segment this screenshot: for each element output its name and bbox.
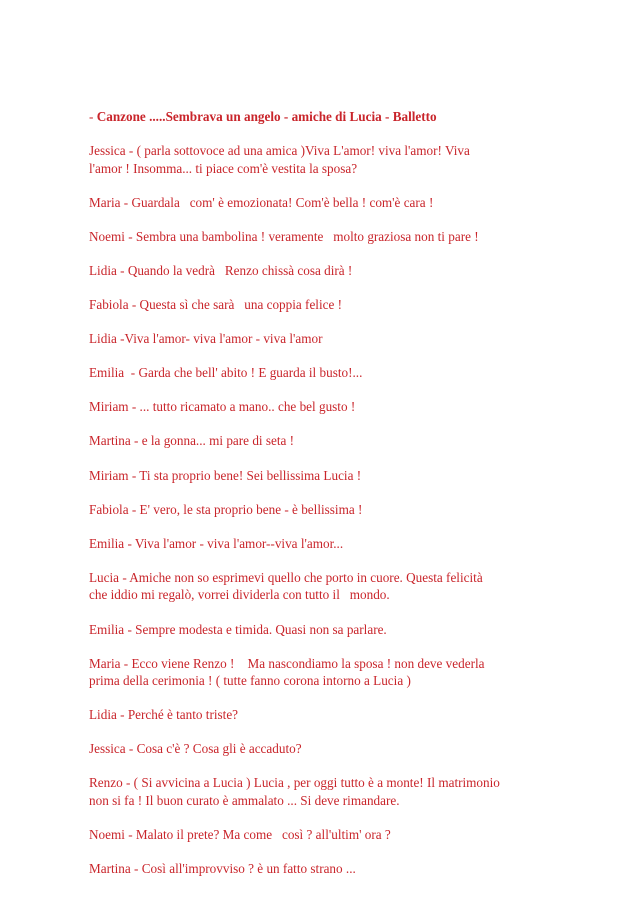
dialogue-line-miriam-2: Miriam - Ti sta proprio bene! Sei bellissima Lucia !: [89, 467, 362, 483]
dialogue-line-miriam-1: Miriam - ... tutto ricamato a mano.. che bel gusto !: [89, 399, 356, 415]
dialogue-line-martina-2: Martina - Così all'improvviso ? è un fatto strano ...: [89, 861, 356, 877]
dialogue-line-emilia-1: Emilia - Garda che bell' abito ! E guarda il busto!...: [89, 365, 363, 381]
dialogue-line-fabiola-2: Fabiola - E' vero, le sta proprio bene - è bellissima !: [89, 501, 363, 517]
dialogue-line-lidia-2: Lidia -Viva l'amor- viva l'amor - viva l'amor: [89, 331, 323, 347]
heading-prefix: -: [89, 109, 97, 124]
dialogue-line-noemi-1: Noemi - Sembra una bambolina ! veramente molto graziosa non ti pare !: [89, 228, 479, 244]
dialogue-line-jessica-1: Jessica - ( parla sottovoce ad una amica )Viva L'amor! viva l'amor! Viva l'amor ! Insomma... ti piace com'è vestita la sposa?: [89, 143, 470, 176]
dialogue-line-martina-1: Martina - e la gonna... mi pare di seta !: [89, 433, 295, 449]
dialogue-line-lidia-1: Lidia - Quando la vedrà Renzo chissà cosa dirà !: [89, 262, 353, 278]
dialogue-line-maria-1: Maria - Guardala com' è emozionata! Com'è bella ! com'è cara !: [89, 194, 434, 210]
dialogue-line-noemi-2: Noemi - Malato il prete? Ma come così ? all'ultim' ora ?: [89, 827, 391, 843]
dialogue-line-emilia-2: Emilia - Viva l'amor - viva l'amor--viva l'amor...: [89, 535, 344, 551]
dialogue-line-renzo-1: Renzo - ( Si avvicina a Lucia ) Lucia , per oggi tutto è a monte! Il matrimonio non si fa ! Il buon curato è ammalato ... Si deve rimandare.: [89, 775, 500, 809]
dialogue-line-maria-2: Maria - Ecco viene Renzo ! Ma nascondiamo la sposa ! non deve vederla prima della cerimonia ! ( tutte fanno corona intorno a Lucia ): [89, 655, 485, 689]
dialogue-line-emilia-3: Emilia - Sempre modesta e timida. Quasi non sa parlare.: [89, 621, 387, 637]
document-page: [89, 108, 569, 894]
dialogue-line-lidia-3: Lidia - Perché è tanto triste?: [89, 707, 239, 723]
dialogue-line-jessica-2: Jessica - Cosa c'è ? Cosa gli è accaduto?: [89, 741, 302, 757]
heading-title: Canzone .....Sembrava un angelo - amiche di Lucia - Balletto: [96, 109, 437, 124]
song-heading: [89, 108, 569, 126]
dialogue-line-lucia-1: Lucia - Amiche non so esprimevi quello che porto in cuore. Questa felicità che iddio mi regalò, vorrei dividerla con tutto il mondo.: [89, 569, 483, 603]
dialogue-line-fabiola-1: Fabiola - Questa sì che sarà una coppia felice !: [89, 297, 343, 313]
